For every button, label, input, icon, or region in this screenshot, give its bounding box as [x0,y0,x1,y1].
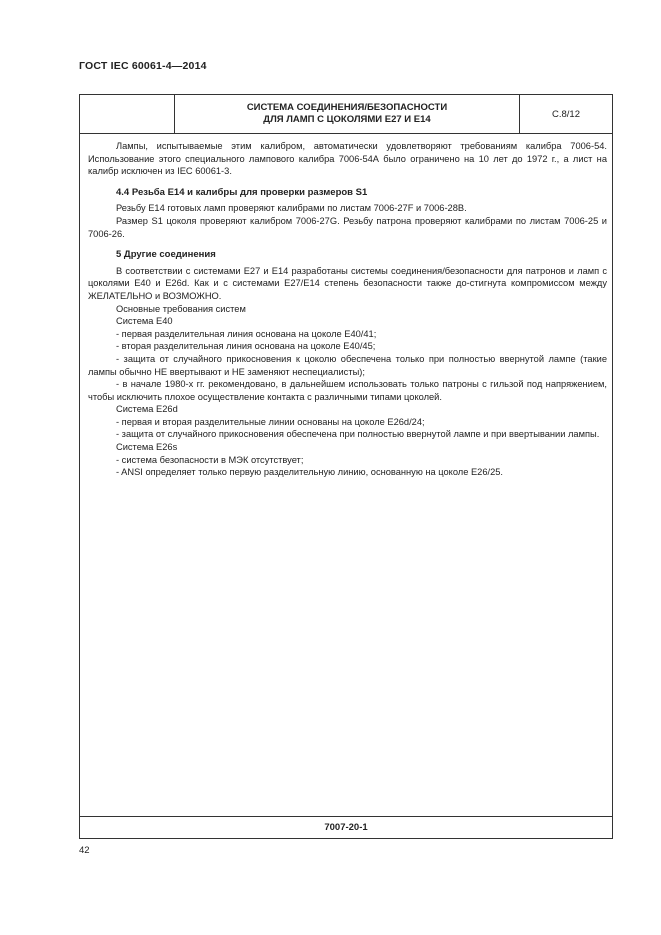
list-item: - первая разделительная линия основана на цоколе Е40/41; [116,328,377,339]
sheet-code: 7007-20-1 [80,816,612,838]
intro-paragraph: Лампы, испытываемые этим калибром, автоматически удовлетворяют требованиям калибра 7006-54. Использование этого специального лампового калибра 7006-54А было ограничено на 10 лет до 1972 г., а лист на калибр исключен из IEC 60061-3. [88,141,607,177]
sheet-title-line-1: СИСТЕМА СОЕДИНЕНИЯ/БЕЗОПАСНОСТИ [246,101,448,113]
requirements-label: Основные требования систем [116,303,246,314]
section-4-4-heading: 4.4 Резьба Е14 и калибры для проверки размеров S1 [116,186,368,198]
system-e26d-title: Система Е26d [116,404,178,415]
section-5-heading: 5 Другие соединения [116,249,216,261]
sheet-title-row [80,95,612,134]
list-item: - защита от случайного прикосновения обеспечена при полностью ввернутой лампе и при ввертывании лампы. [116,429,600,440]
system-e40-title: Система Е40 [116,316,173,327]
section-4-4-paragraph-1: Резьбу Е14 готовых ламп проверяют калибрами по листам 7006-27F и 7006-28В. [116,203,467,214]
sheet-number: С.8/12 [552,108,580,120]
page-number: 42 [79,845,90,856]
section-5-paragraph-1: В соответствии с системами Е27 и Е14 разработаны системы соединения/безопасности для патронов и ламп с цоколями Е40 и Е26d. Как и с системами Е27/Е14 степень безопасности также до-стигнута компромиссом между ЖЕЛАТЕЛЬНО и ВОЗМОЖНО. [88,265,607,301]
list-item: - защита от случайного прикосновения к цоколю обеспечена только при полностью ввернутой лампе (такие лампы обычно НЕ ввертывают и НЕ заменяют неспециалисты); [88,353,607,377]
system-e26s-title: Система Е26s [116,442,178,453]
sheet-content [88,140,607,479]
list-item: - вторая разделительная линия основана на цоколе Е40/45; [116,341,376,352]
list-item: - система безопасности в МЭК отсутствует; [116,454,304,465]
document-standard-header: ГОСТ IEC 60061-4—2014 [79,60,207,72]
section-4-4-paragraph-2: Размер S1 цоколя проверяют калибром 7006-27G. Резьбу патрона проверяют калибрами по листам 7006-25 и 7006-26. [88,215,607,239]
list-item: - в начале 1980-х гг. рекомендовано, в дальнейшем использовать только патроны с гильзой под напряжением, чтобы исключить плохое осуществление контакта с различными типами цоколей. [88,379,607,402]
title-blank-cell [80,95,175,133]
sheet-frame [79,94,613,839]
sheet-title-line-2: ДЛЯ ЛАМП С ЦОКОЛЯМИ E27 И E14 [263,114,431,125]
list-item: - первая и вторая разделительные линии основаны на цоколе Е26d/24; [116,416,425,427]
list-item: - ANSI определяет только первую разделительную линию, основанную на цоколе Е26/25. [116,467,504,478]
sheet-title [175,95,520,133]
